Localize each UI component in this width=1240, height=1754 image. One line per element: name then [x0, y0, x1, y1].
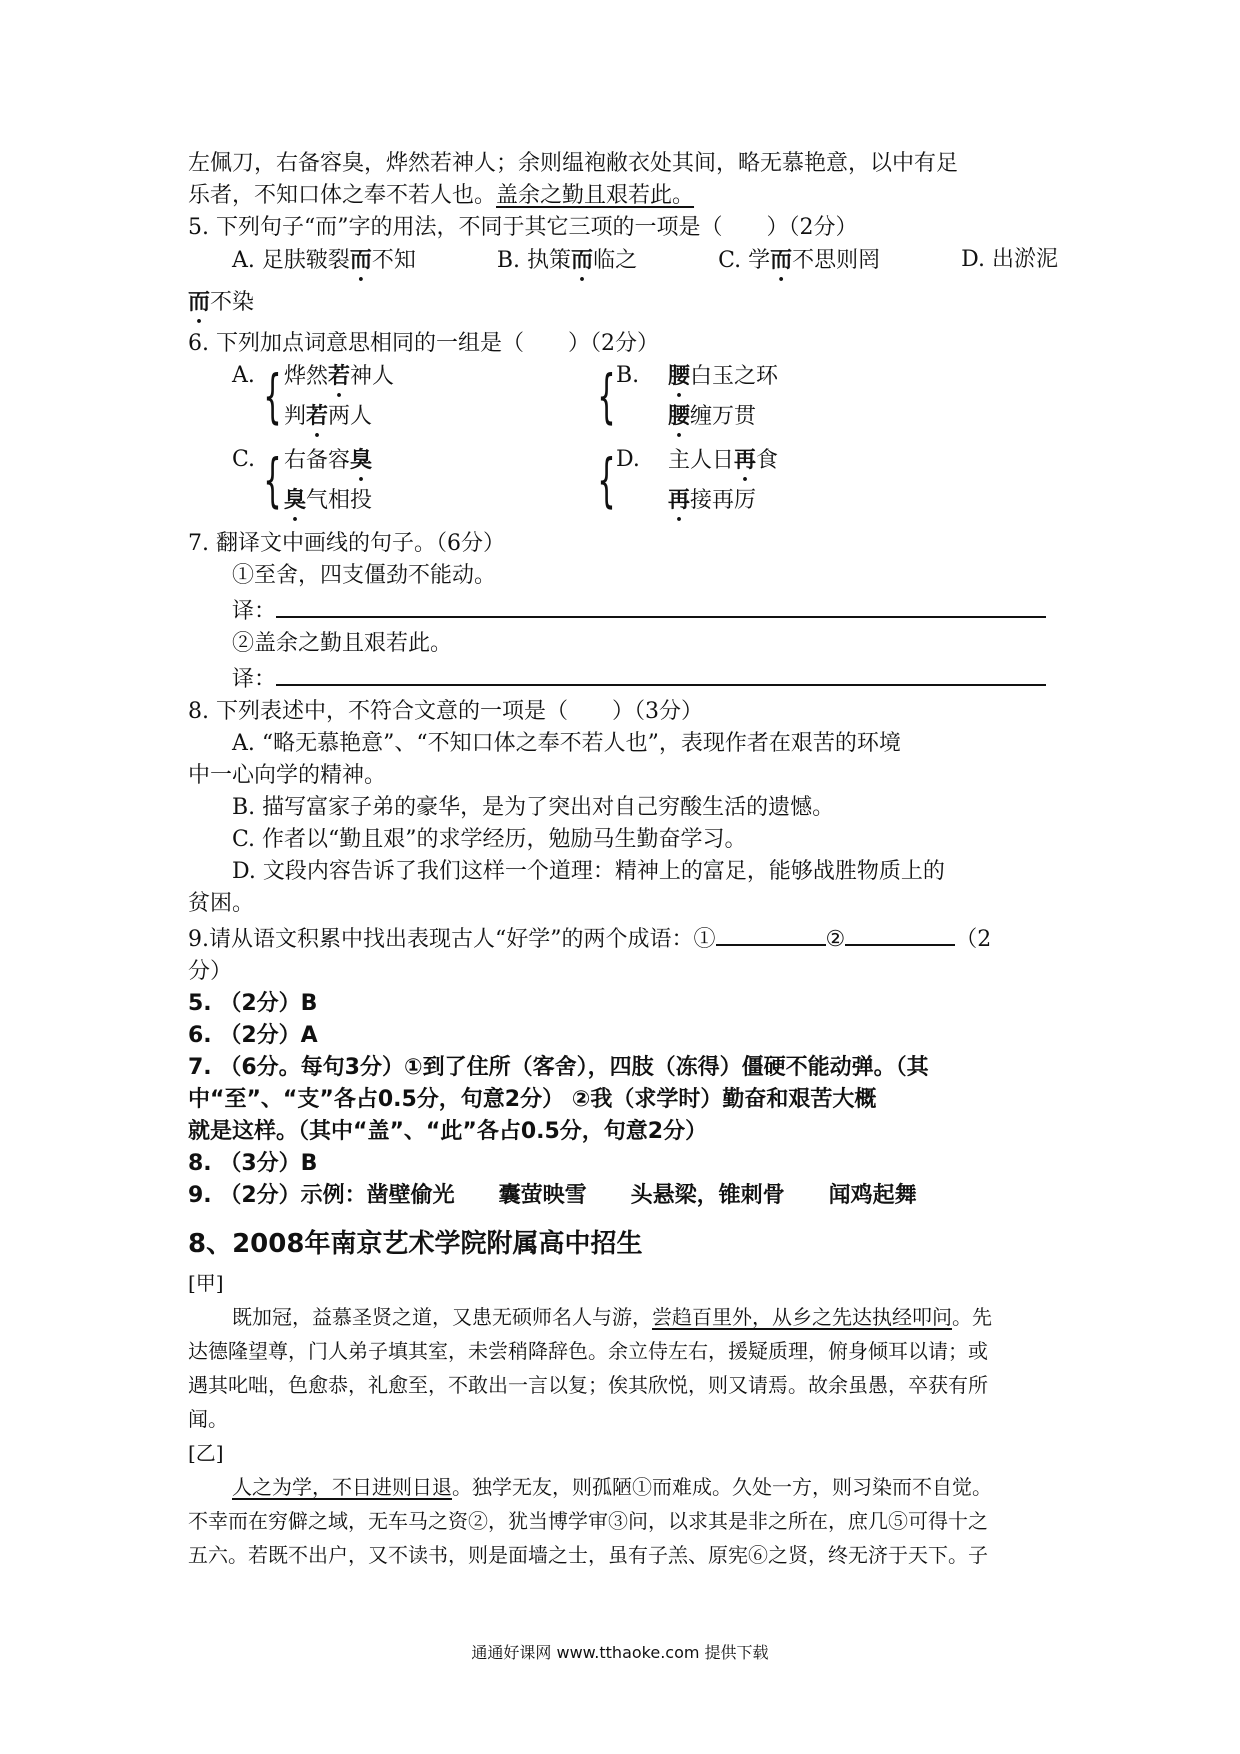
answer-7: 中“至”、“支”各占0.5分，句意2分） ②我（求学时）勤奋和艰苦大概: [188, 1087, 877, 1112]
option-b: B. 执策而临之: [496, 247, 638, 273]
answer-7: 7. （6分。每句3分）①到了住所（客舍），四肢（冻得）僵硬不能动弹。（其: [188, 1055, 929, 1080]
answer-line: 译：: [188, 592, 1058, 628]
text-line: C. 作者以“勤且艰”的求学经历，勉励马生勤奋学习。: [232, 827, 747, 852]
brace-icon: {: [597, 362, 616, 430]
question-7-stem: 7. 翻译文中画线的句子。（6分）: [188, 531, 505, 556]
question-5-options: [188, 244, 1058, 286]
text-line: 贫困。: [188, 891, 255, 916]
underlined-sentence: 盖余之勤且艰若此。: [496, 183, 695, 208]
text-line: 既加冠，益慕圣贤之道，又患无硕师名人与游，尝趋百里外，从乡之先达执经叩问。先: [232, 1305, 992, 1329]
text-line: 遇其叱咄，色愈恭，礼愈至，不敢出一言以复；俟其欣悦，则又请焉。故余虽愚，卒获有所: [188, 1373, 988, 1397]
document-page: [188, 148, 1058, 1572]
text-line: 闻。: [188, 1407, 228, 1431]
brace-icon: {: [263, 362, 282, 430]
blank-line: [716, 920, 826, 946]
question-9-stem: 9.请从语文积累中找出表现古人“好学”的两个成语：① ② （2: [188, 920, 1058, 956]
text-line: 而不染: [188, 289, 255, 315]
text-line: 中一心向学的精神。: [188, 763, 387, 788]
question-6-cd: C. { 右备容臭 臭气相投 { D. 主人日再食 再接再厉: [232, 446, 779, 514]
blank-line: [276, 660, 1046, 686]
section-title: 8、2008年南京艺术学院附属高中招生: [188, 1229, 643, 1259]
option-c: C. 学而不思则罔: [718, 247, 881, 273]
text-line: 分）: [188, 959, 233, 984]
text-line: D. 文段内容告诉了我们这样一个道理：精神上的富足，能够战胜物质上的: [232, 859, 945, 884]
text-line: 达德隆望尊，门人弟子填其室，未尝稍降辞色。余立侍左右，援疑质理，俯身倾耳以请；或: [188, 1339, 988, 1363]
blank-line: [845, 920, 955, 946]
brace-icon: {: [597, 446, 616, 514]
text-line: 不幸而在穷僻之域，无车马之资②，犹当博学审③问，以求其是非之所在，庶几⑤可得十之: [188, 1509, 988, 1533]
answer-8: 8. （3分）B: [188, 1151, 318, 1176]
answer-7: 就是这样。（其中“盖”、“此”各占0.5分，句意2分）: [188, 1119, 708, 1144]
blank-line: [276, 592, 1046, 618]
text-line: ②盖余之勤且艰若此。: [232, 631, 453, 656]
underlined-sentence: 尝趋百里外，从乡之先达执经叩问: [652, 1305, 952, 1329]
page-footer: 通通好课网 www.tthaoke.com 提供下载: [471, 1643, 769, 1662]
question-8-stem: 8. 下列表述中，不符合文意的一项是（ ）（3分）: [188, 699, 703, 724]
text-line: 人之为学，不日进则日退。独学无友，则孤陋①而难成。久处一方，则习染而不自觉。: [232, 1475, 992, 1499]
answer-5: 5. （2分）B: [188, 991, 318, 1016]
answer-9: 9. （2分）示例：凿壁偷光 囊萤映雪 头悬梁，锥刺骨 闻鸡起舞: [188, 1183, 917, 1208]
answer-6: 6. （2分）A: [188, 1023, 318, 1048]
brace-icon: {: [263, 446, 282, 514]
text-line: 左佩刀，右备容臭，烨然若神人；余则缊袍敝衣处其间，略无慕艳意，以中有足: [188, 151, 959, 176]
text-line: 五六。若既不出户，又不读书，则是面墙之士，虽有子羔、原宪⑥之贤，终无济于天下。子: [188, 1543, 988, 1567]
text-line: ①至舍，四支僵劲不能动。: [232, 563, 497, 588]
option-d: D. 出淤泥: [961, 247, 1058, 272]
question-6-stem: 6. 下列加点词意思相同的一组是（ ）（2分）: [188, 331, 659, 356]
text-line: A. “略无慕艳意”、“不知口体之奉不若人也”，表现作者在艰苦的环境: [232, 731, 901, 756]
answer-line: 译：: [188, 660, 1058, 696]
option-a: A. 足肤皲裂而不知: [232, 247, 416, 273]
text-line: 乐者，不知口体之奉不若人也。盖余之勤且艰若此。: [188, 183, 695, 208]
text-line: B. 描写富家子弟的豪华，是为了突出对自己穷酸生活的遗憾。: [232, 795, 835, 820]
question-6-ab: A. { 烨然若神人 判若两人 { B. 腰白玉之环 腰缠万贯: [232, 362, 779, 430]
underlined-sentence: 人之为学，不日进则日退: [232, 1475, 452, 1499]
question-5-stem: 5. 下列句子“而”字的用法，不同于其它三项的一项是（ ）（2分）: [188, 215, 858, 240]
text-line: [甲]: [188, 1271, 224, 1295]
text-line: [乙]: [188, 1441, 224, 1465]
